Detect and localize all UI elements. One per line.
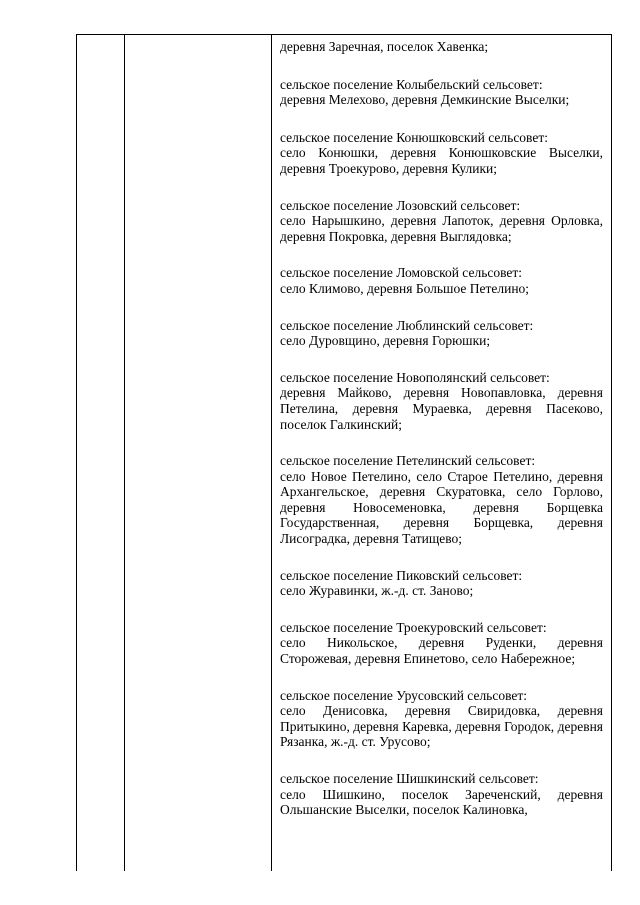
settlement-entry [280,453,603,547]
entry-heading: сельское поселение Петелинский сельсовет: [280,453,536,469]
entry-heading: сельское поселение Пиковский сельсовет: [280,567,523,583]
entry-body: село Никольское, деревня Руденки, деревня Сторожевая, деревня Епинетово, село Набережное; [280,635,603,667]
entry-body: деревня Заречная, поселок Хавенка; [280,39,489,54]
entry-body: село Конюшки, деревня Конюшковские Выселки, деревня Троекурово, деревня Кулики; [280,145,603,176]
table-column-number [77,35,125,871]
entry-heading: сельское поселение Новополянский сельсовет: [280,369,550,385]
settlement-entry [280,198,603,245]
settlement-entry [280,688,603,750]
entry-heading: сельское поселение Конюшковский сельсовет: [280,129,548,145]
entry-heading: сельское поселение Лозовский сельсовет: [280,197,521,213]
entry-body: село Шишкино, поселок Зареченский, деревня Ольшанские Выселки, поселок Калиновка, [280,786,603,818]
document-table [76,34,612,871]
table-column-settlements [272,35,611,871]
settlement-entry [280,265,603,296]
settlement-entry [280,771,603,818]
entry-body: село Дуровщино, деревня Горюшки; [280,333,491,349]
entry-heading: сельское поселение Люблинский сельсовет: [280,317,534,333]
entry-body: село Климово, деревня Большое Петелино; [280,280,530,296]
entry-body: село Новое Петелино, село Старое Петелино, деревня Архангельское, деревня Скуратовка, село Горлово, деревня Новосеменовка, деревня Борщевка Государственная, деревня Борщевка, деревня Лисоградка, деревня Татищево; [280,468,603,547]
settlement-entry [280,370,603,432]
entry-heading: сельское поселение Троекуровский сельсовет: [280,619,547,635]
settlement-entry [280,130,603,177]
entry-heading: сельское поселение Шишкинский сельсовет: [280,771,539,786]
settlement-entry [280,568,603,599]
settlement-entry-continuation [280,39,603,55]
entry-body: село Журавинки, ж.-д. ст. Заново; [280,583,474,599]
entry-body: деревня Майково, деревня Новопавловка, деревня Петелина, деревня Мураевка, деревня Пасеково, поселок Галкинский; [280,385,603,432]
entry-body: село Нарышкино, деревня Лапоток, деревня Орловка, деревня Покровка, деревня Выглядовка; [280,213,603,244]
table-column-district [124,35,272,871]
entry-heading: сельское поселение Колыбельский сельсовет: [280,76,543,92]
settlement-entry [280,318,603,349]
entry-heading: сельское поселение Урусовский сельсовет: [280,687,528,703]
settlement-entry [280,620,603,667]
entry-body: село Денисовка, деревня Свиридовка, деревня Притыкино, деревня Каревка, деревня Городок, деревня Рязанка, ж.-д. ст. Урусово; [280,703,603,750]
entry-heading: сельское поселение Ломовской сельсовет: [280,265,523,281]
entry-body: деревня Мелехово, деревня Демкинские Выселки; [280,92,570,108]
settlement-entry [280,77,603,108]
